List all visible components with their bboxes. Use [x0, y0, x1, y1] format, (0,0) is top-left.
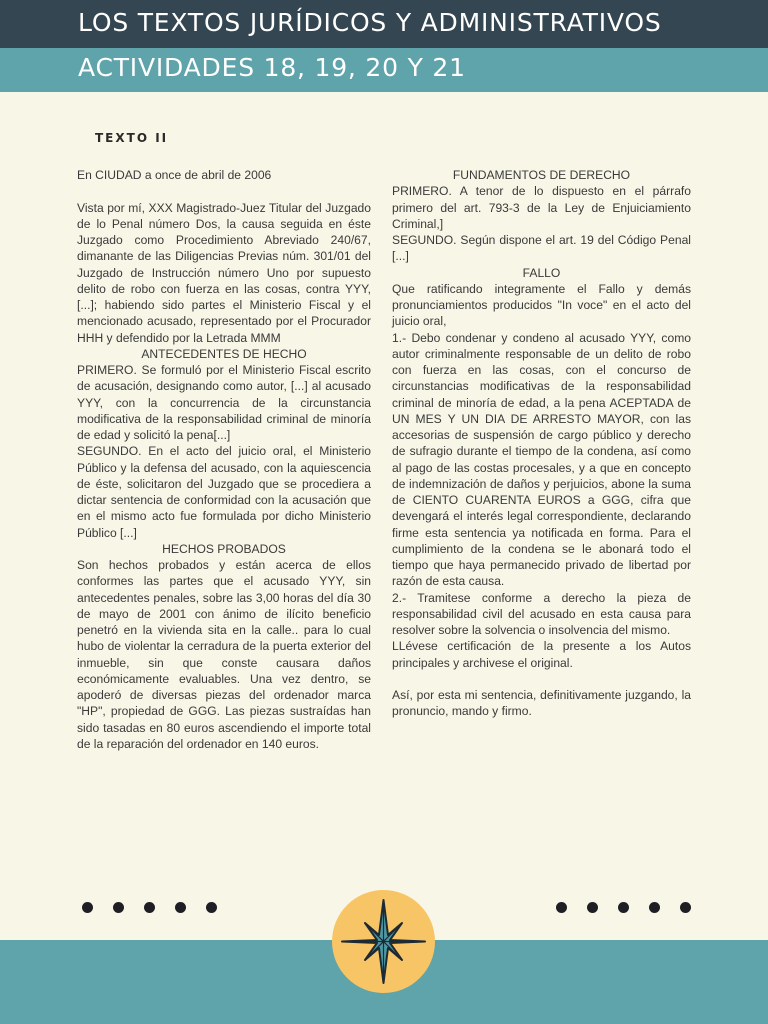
dot: [649, 902, 660, 913]
page-title: LOS TEXTOS JURÍDICOS Y ADMINISTRATIVOS: [78, 8, 662, 37]
dot: [618, 902, 629, 913]
heading-fundamentos: FUNDAMENTOS DE DERECHO: [452, 168, 631, 182]
closing-paragraph: Así, por esta mi sentencia, definitivamente juzgando, la pronuncio, mando y firmo.: [392, 688, 691, 719]
hechos-paragraph: Son hechos probados y están acerca de ellos conformes las partes que el acusado YYY, sin antecedentes penales, sobre las 3,00 horas del día 30 de mayo de 2001 con ánimo de ilícito beneficio penetró en la vivienda sita en la calle.. para lo cual hubo de violentar la cerradura de la puerta exterior del inmueble, sin que conste causara daños económicamente evaluables. Una vez dentro, se apoderó de diversas piezas del ordenador marca "HP", propiedad de GGG. Las piezas sustraídas han sido tasadas en 80 euros ascendiendo el importe total de la reparación del ordenador en 140 euros.: [77, 558, 371, 751]
heading-fallo: FALLO: [522, 265, 561, 280]
heading-hechos-probados: HECHOS PROBADOS: [162, 541, 286, 556]
compass-star-icon: [332, 890, 435, 993]
antecedentes-segundo: SEGUNDO. En el acto del juicio oral, el Ministerio Público y la defensa del acusado, con la aquiescencia de éste, solicitaron del Juzgado que se procediera a dictar sentencia de conformidad con la acusación que en el mismo acto fue formulada por dicho Ministerio Público [...]: [77, 444, 371, 540]
antecedentes-primero: PRIMERO. Se formuló por el Ministerio Fiscal escrito de acusación, designando como autor, [...] al acusado YYY, con la concurrencia de la circunstancia modificativa de la responsabilidad criminal de minoría de edad y solicitó la pena[...]: [77, 363, 371, 442]
dot: [680, 902, 691, 913]
date-line: En CIUDAD a once de abril de 2006: [77, 168, 272, 182]
fallo-intro: Que ratificando integramente el Fallo y demás pronunciamientos producidos "In voce" en el acto del juicio oral,: [392, 281, 691, 329]
spacer: [77, 183, 371, 199]
fundamentos-primero: PRIMERO. A tenor de lo dispuesto en el párrafo primero del art. 793-3 de la Ley de Enjuiciamiento Criminal,]: [392, 184, 691, 231]
dot: [587, 902, 598, 913]
fallo-certificacion: LLévese certificación de la presente a los Autos principales y archivese el original.: [392, 639, 691, 670]
compass-badge: [332, 890, 435, 993]
dot: [82, 902, 93, 913]
heading-antecedentes: ANTECEDENTES DE HECHO: [141, 346, 307, 361]
decorative-dots-left: [82, 902, 217, 913]
preamble-paragraph: Vista por mí, XXX Magistrado-Juez Titular del Juzgado de lo Penal número Dos, la causa seguida en éste Juzgado como Procedimiento Abreviado 240/67, dimanante de las Diligencias Previas núm. 301/01 del Juzgado de Instrucción número Uno por supuesto delito de robo con fuerza en las cosas, contra YYY, [...]; habiendo sido partes el Ministerio Fiscal y el mencionado acusado, representado por el Procurador HHH y defendido por la Letrada MMM: [77, 200, 371, 345]
spacer: [392, 671, 691, 687]
fundamentos-segundo: SEGUNDO. Según dispone el art. 19 del Código Penal [...]: [392, 233, 691, 264]
dot: [113, 902, 124, 913]
fallo-item-1: 1.- Debo condenar y condeno al acusado YYY, como autor criminalmente responsable de un delito de robo con fuerza en las cosas, con el concurso de circunstancias modificativas de la responsabilidad criminal de minoría de edad, a la pena ACEPTADA de UN MES Y UN DIA DE ARRESTO MAYOR, con las accesorias de suspensión de cargo público y derecho de sufragio durante el tiempo de la condena, así como al pago de las costas procesales, y a que en concepto de indemnización de daños y perjuicios, abone la suma de CIENTO CUARENTA EUROS a GGG, cifra que devengará el interés legal correspondiente, declarando firme esta sentencia ya notificada en forma. Para el cumplimiento de la condena se le abonará todo el tiempo que haya permanecido privado de libertad por razón de esta causa.: [392, 330, 691, 589]
fallo-item-2: 2.- Tramitese conforme a derecho la pieza de responsabilidad civil del acusado en esta causa para resolver sobre la solvencia o insolvencia del mismo.: [392, 590, 691, 637]
left-column: [77, 167, 371, 752]
decorative-dots-right: [556, 902, 691, 913]
section-label: TEXTO II: [95, 131, 169, 145]
page-subtitle: ACTIVIDADES 18, 19, 20 Y 21: [78, 53, 466, 82]
dot: [144, 902, 155, 913]
right-column: [392, 167, 691, 720]
dot: [556, 902, 567, 913]
dot: [206, 902, 217, 913]
dot: [175, 902, 186, 913]
